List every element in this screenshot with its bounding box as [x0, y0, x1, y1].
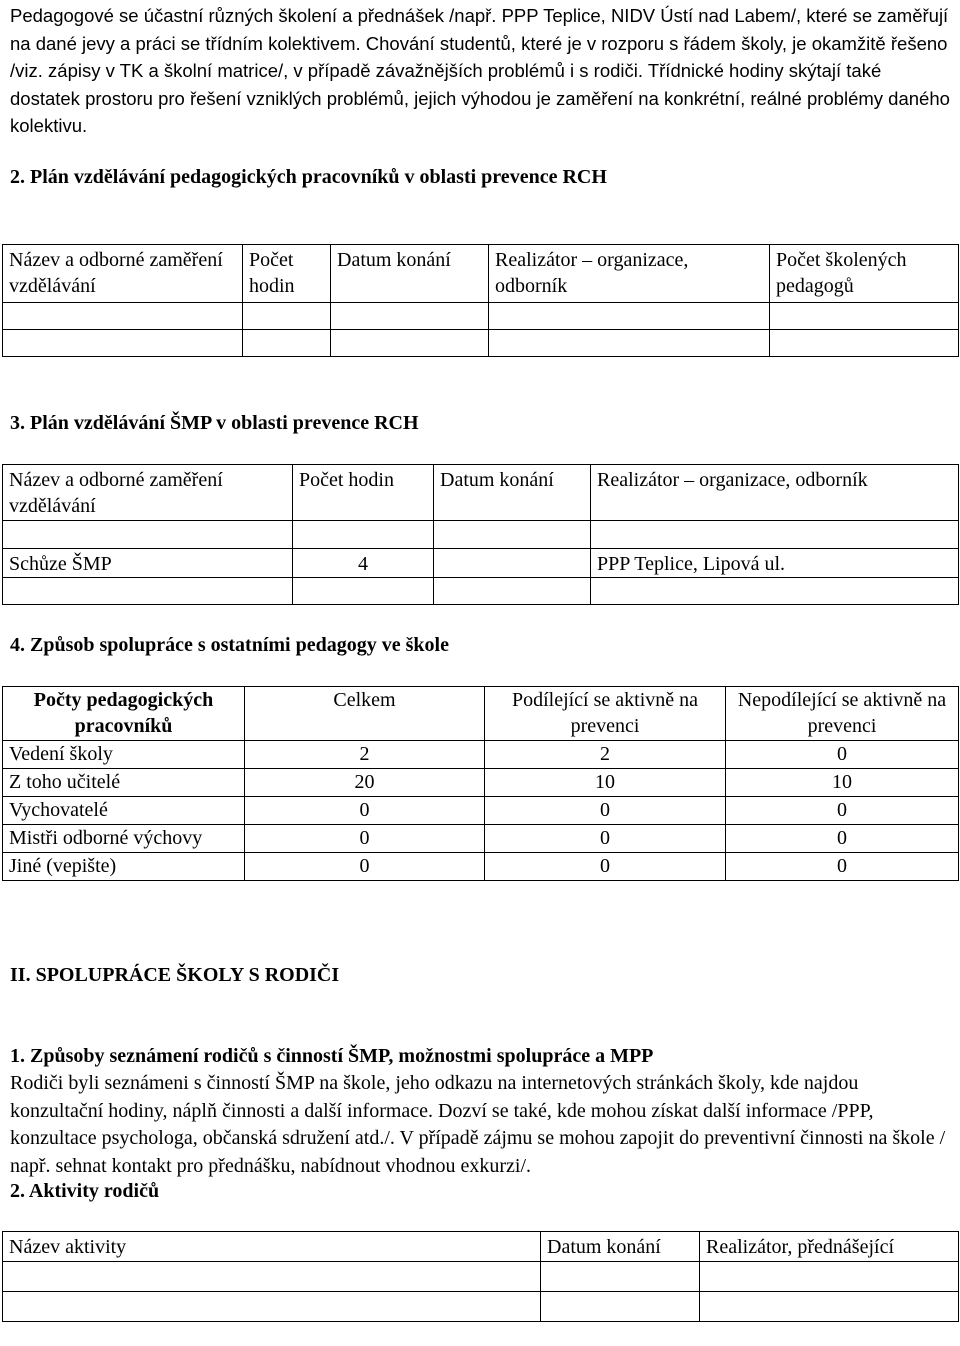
- cell: Vedení školy: [3, 741, 245, 769]
- parents-paragraph: Rodiči byli seznámeni s činností ŠMP na škole, jeho odkazu na internetových stránkách školy, kde najdou konzultační hodiny, náplň činnosti a další informace. Dozví se také, kde mohou získat další informace /PPP, konzultace psychologa, občanská sdružení atd./. V případě zájmu se mohou zapojit do preventivní činnosti na škole / např. sehnat kontakt pro přednášku, nabídnout vhodnou exkurzi/.: [10, 1072, 946, 1177]
- cell: 10: [726, 769, 959, 797]
- cell: 0: [245, 797, 485, 825]
- cell: 2: [485, 741, 726, 769]
- cell: 0: [245, 853, 485, 881]
- table-parent-activities: [2, 1231, 959, 1322]
- intro-text-1: Pedagogové se účastní různých školení a přednášek /např. PPP Teplice, NIDV Ústí nad Labem/, které se zaměřují na dané jevy a práci se třídním kolektivem. Chování studentů, které je v rozporu s řádem školy, je okamžitě řešeno /viz. zápisy v TK a školní matrice/, v případě závažnějších problémů i s rodiči.: [10, 5, 949, 81]
- table-row: [3, 825, 959, 853]
- table-row: [3, 797, 959, 825]
- col-header: Podílející se aktivně na prevenci: [485, 687, 726, 741]
- col-header: Realizátor, přednášející: [700, 1232, 959, 1262]
- table-row: [3, 853, 959, 881]
- cell: Z toho učitelé: [3, 769, 245, 797]
- table-header-row: [3, 465, 959, 521]
- table-row: [3, 1262, 959, 1292]
- section-II-heading: II. SPOLUPRÁCE ŠKOLY S RODIČI: [10, 964, 340, 986]
- col-header: Realizátor – organizace, odborník: [489, 245, 770, 303]
- col-header: Počet hodin: [293, 465, 434, 521]
- col-header: Celkem: [245, 687, 485, 741]
- cell: Mistři odborné výchovy: [3, 825, 245, 853]
- table-row: [3, 549, 959, 578]
- col-header: Datum konání: [331, 245, 489, 303]
- table-row: [3, 578, 959, 605]
- cell: 0: [726, 853, 959, 881]
- section-II-2-heading: 2. Aktivity rodičů: [10, 1180, 160, 1202]
- table-header-row: [3, 687, 959, 741]
- table-row: [3, 303, 959, 330]
- cell: [434, 549, 591, 578]
- cell: Jiné (vepište): [3, 853, 245, 881]
- cell: 20: [245, 769, 485, 797]
- cell: 0: [485, 853, 726, 881]
- table-row: [3, 1292, 959, 1322]
- col-header: Nepodílející se aktivně na prevenci: [726, 687, 959, 741]
- table-education-plan: [2, 244, 959, 357]
- intro-text-2: Třídnické hodiny skýtají také dostatek prostoru pro řešení vzniklých problémů, jejich výhodou je zaměření na konkrétní, reálné problémy daného kolektivu.: [10, 60, 950, 136]
- cell: 10: [485, 769, 726, 797]
- col-header: Počet hodin: [243, 245, 331, 303]
- col-header: Datum konání: [434, 465, 591, 521]
- cell: 0: [485, 825, 726, 853]
- col-header: Název a odborné zaměření vzdělávání: [3, 465, 293, 521]
- cell: 0: [726, 825, 959, 853]
- col-header: Datum konání: [541, 1232, 700, 1262]
- table-row: [3, 769, 959, 797]
- section-II-1-heading: 1. Způsoby seznámení rodičů s činností ŠMP, možnostmi spolupráce a MPP: [10, 1045, 654, 1067]
- table-row: [3, 521, 959, 549]
- table-cooperation: [2, 686, 959, 881]
- cell: 0: [726, 797, 959, 825]
- section-2-heading: 2. Plán vzdělávání pedagogických pracovníků v oblasti prevence RCH: [10, 166, 607, 188]
- cell: 2: [245, 741, 485, 769]
- cell: Schůze ŠMP: [3, 549, 293, 578]
- col-header: Počet školených pedagogů: [770, 245, 959, 303]
- table-row: [3, 330, 959, 357]
- cell: 0: [485, 797, 726, 825]
- table-row: [3, 741, 959, 769]
- section-3-heading: 3. Plán vzdělávání ŠMP v oblasti prevence RCH: [10, 412, 419, 434]
- table-smp-plan: [2, 464, 959, 605]
- cell: PPP Teplice, Lipová ul.: [591, 549, 959, 578]
- cell: Vychovatelé: [3, 797, 245, 825]
- cell: 0: [245, 825, 485, 853]
- section-4-heading: 4. Způsob spolupráce s ostatními pedagogy ve škole: [10, 634, 449, 656]
- col-header: Počty pedagogických pracovníků: [3, 687, 245, 741]
- cell: 4: [293, 549, 434, 578]
- col-header: Název aktivity: [3, 1232, 541, 1262]
- col-header: Název a odborné zaměření vzdělávání: [3, 245, 243, 303]
- col-header: Realizátor – organizace, odborník: [591, 465, 959, 521]
- intro-paragraph: [10, 2, 955, 140]
- table-header-row: [3, 1232, 959, 1262]
- table-header-row: [3, 245, 959, 303]
- cell: 0: [726, 741, 959, 769]
